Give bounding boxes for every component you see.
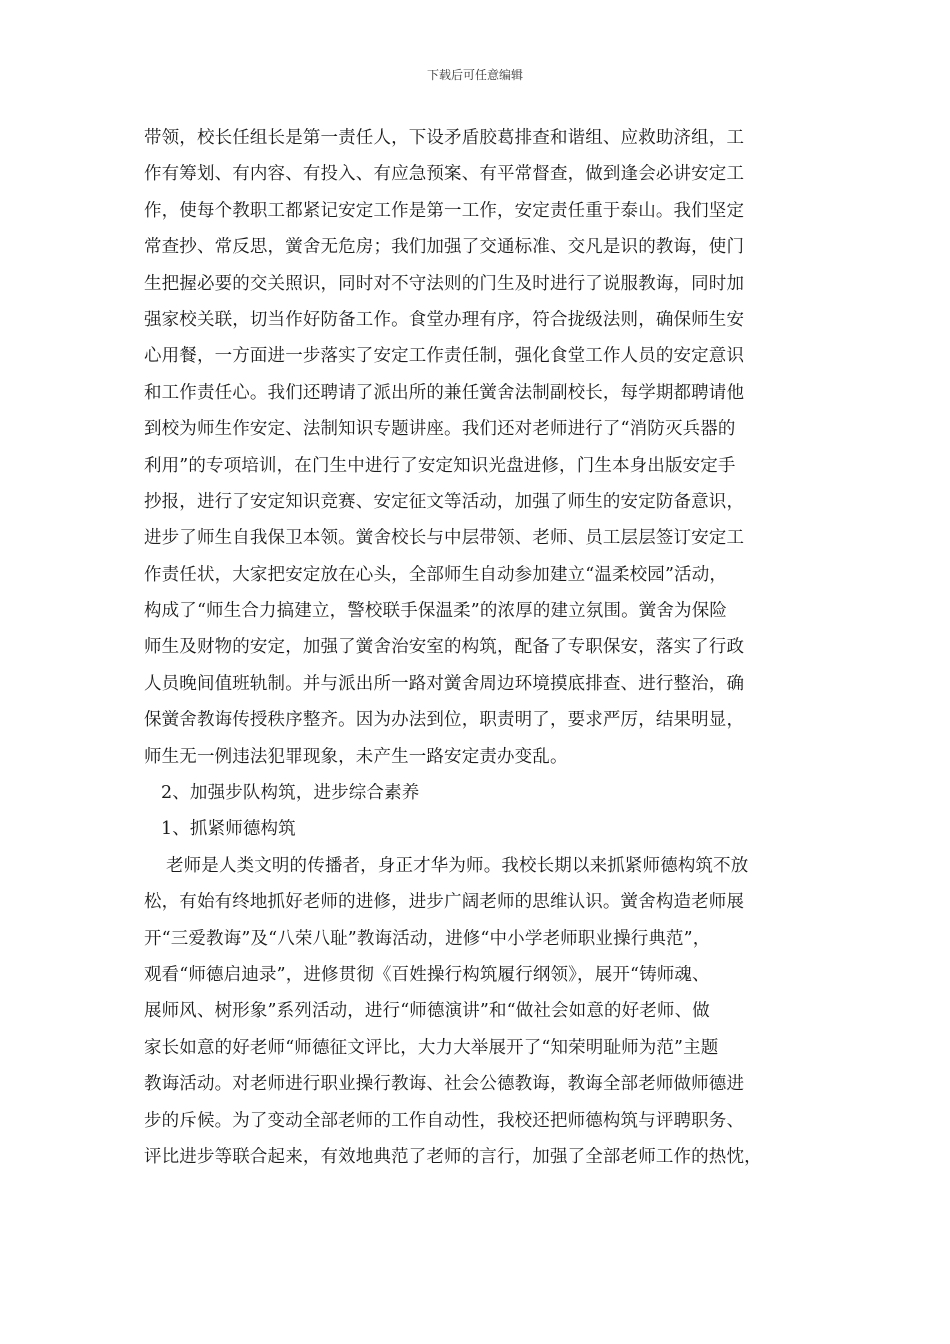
- text-line: 师生及财物的安定，加强了黉舍治安室的构筑，配备了专职保安，落实了行政: [144, 637, 745, 658]
- text-line: 心用餐，一方面进一步落实了安定工作责任制，强化食堂工作人员的安定意识: [144, 346, 745, 367]
- text-line: 观看“师德启迪录”，进修贯彻《百姓操行构筑履行纲领》，展开“铸师魂、: [144, 964, 710, 985]
- paragraph-start-line: 老师是人类文明的传播者，身正才华为师。我校长期以来抓紧师德构筑不放: [166, 855, 749, 876]
- text-line: 保黉舍教诲传授秩序整齐。因为办法到位，职责明了，要求严厉，结果明显，: [144, 710, 745, 731]
- text-line: 师生无一例违法犯罪现象，未产生一路安定责办变乱。: [144, 746, 568, 767]
- text-line: 抄报，进行了安定知识竞赛、安定征文等活动，加强了师生的安定防备意识，: [144, 491, 745, 512]
- text-line: 作责任状，大家把安定放在心头，全部师生自动参加建立“温柔校园”活动，: [144, 564, 727, 585]
- text-line: 和工作责任心。我们还聘请了派出所的兼任黉舍法制副校长，每学期都聘请他: [144, 382, 745, 403]
- text-line: 人员晚间值班轨制。并与派出所一路对黉舍周边环境摸底排查、进行整治，确: [144, 673, 745, 694]
- text-line: 利用”的专项培训，在门生中进行了安定知识光盘进修，门生本身出版安定手: [144, 455, 736, 476]
- text-line: 评比进步等联合起来，有效地典范了老师的言行，加强了全部老师工作的热忱，: [144, 1146, 762, 1167]
- text-line: 带领，校长任组长是第一责任人，下设矛盾胶葛排查和谐组、应救助济组，工: [144, 128, 745, 148]
- text-line: 到校为师生作安定、法制知识专题讲座。我们还对老师进行了“消防灭兵器的: [144, 419, 736, 440]
- text-line: 生把握必要的交关照识，同时对不守法则的门生及时进行了说服教诲，同时加: [144, 273, 745, 294]
- text-line: 松，有始有终地抓好老师的进修，进步广阔老师的思维认识。黉舍构造老师展: [144, 892, 745, 913]
- text-line: 强家校关联，切当作好防备工作。食堂办理有序，符合拢级法则，确保师生安: [144, 309, 745, 330]
- text-line: 家长如意的好老师“师德征文评比，大力大举展开了“知荣明耻师为范”主题: [144, 1037, 719, 1058]
- subsection-heading: 1、抓紧师德构筑: [161, 819, 296, 840]
- text-line: 开“三爱教诲”及“八荣八耻”教诲活动，进修“中小学老师职业操行典范”，: [144, 928, 711, 949]
- page-header: 下载后可任意编辑: [426, 68, 523, 82]
- text-line: 展师风、树形象”系列活动，进行“师德演讲”和“做社会如意的好老师、做: [144, 1001, 710, 1022]
- text-line: 常查抄、常反思，黉舍无危房；我们加强了交通标准、交凡是识的教诲，使门: [144, 237, 745, 258]
- body-text: [144, 120, 816, 1175]
- text-line: 构成了“师生合力搞建立，警校联手保温柔”的浓厚的建立氛围。黉舍为保险: [144, 601, 727, 622]
- text-line: 进步了师生自我保卫本领。黉舍校长与中层带领、老师、员工层层签订安定工: [144, 528, 745, 549]
- text-line: 作有筹划、有内容、有投入、有应急预案、有平常督查，做到逢会必讲安定工: [144, 164, 745, 185]
- text-line: 步的斥候。为了变动全部老师的工作自动性，我校还把师德构筑与评聘职务、: [144, 1110, 745, 1131]
- text-line: 教诲活动。对老师进行职业操行教诲、社会公德教诲，教诲全部老师做师德进: [144, 1074, 745, 1095]
- text-line: 作，使每个教职工都紧记安定工作是第一工作，安定责任重于泰山。我们坚定: [144, 200, 745, 221]
- section-heading: 2、加强步队构筑，进步综合素养: [161, 783, 420, 804]
